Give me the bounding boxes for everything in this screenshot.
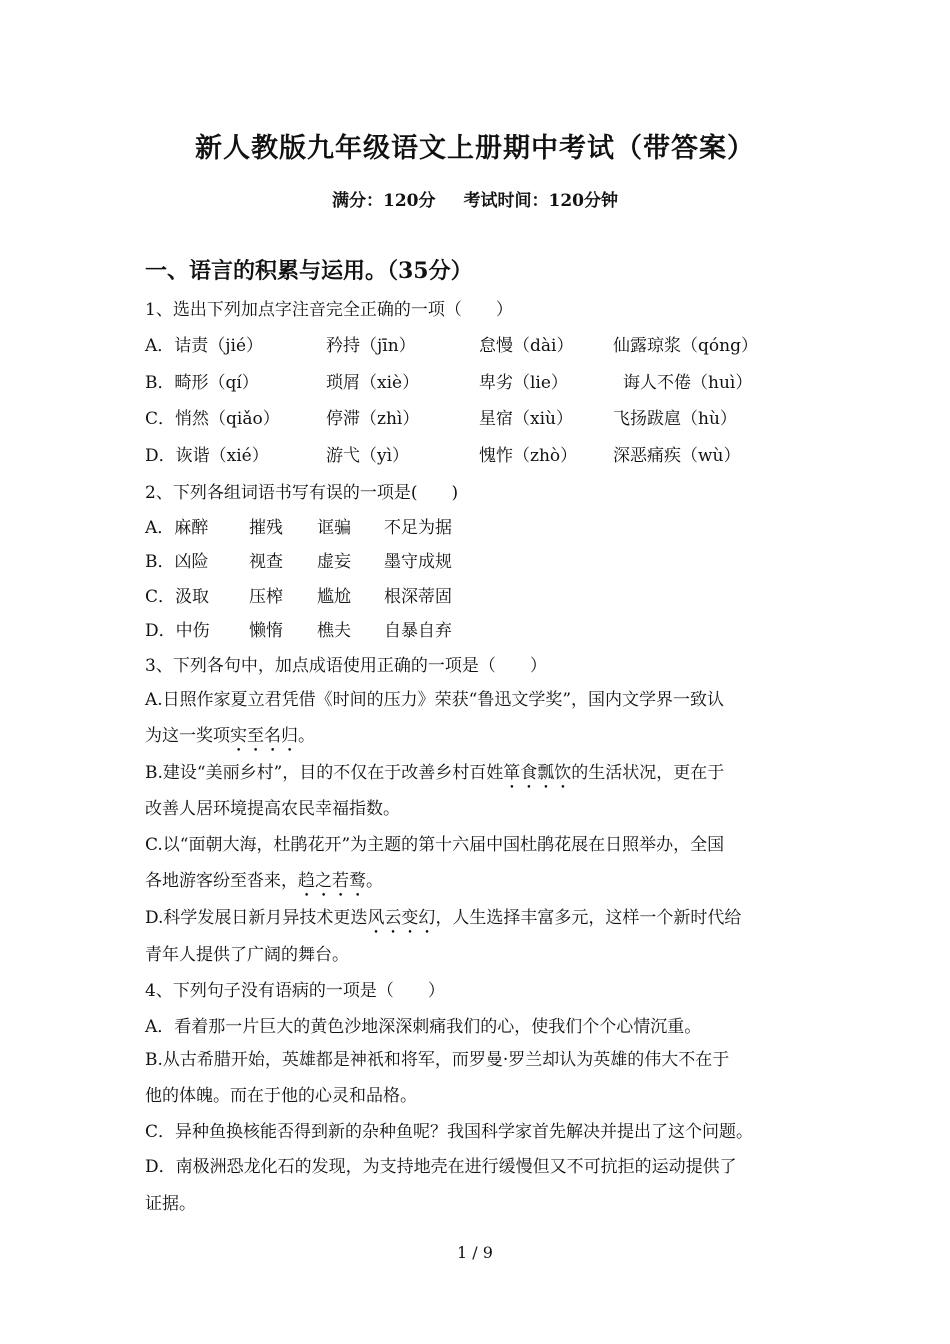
q3-option-a-line2 [145,721,315,756]
q3-stem: 3、下列各句中，加点成语使用正确的一项是（ ） [145,656,547,676]
q1-d-item-1: D．诙谐（xié） [145,446,269,466]
q4-option-b-line1: B.从古希腊开始，英雄都是神祇和将军，而罗曼·罗兰却认为英雄的伟大不在于 [145,1050,730,1070]
q2-a-word-3: 诓骗 [317,518,351,538]
q2-b-word-2: 视查 [249,552,283,572]
text-run: B.建设“美丽乡村”，目的不仅在于改善乡村百姓 [145,763,504,783]
q2-d-word-1: D．中伤 [145,621,210,641]
q2-stem: 2、下列各组词语书写有误的一项是( ) [145,483,459,503]
q3-option-a-line1: A.日照作家夏立君凭借《时间的压力》荣获“鲁迅文学奖”，国内文学界一致认 [145,690,725,710]
q3-option-c-line1: C.以“面朝大海，杜鹃花开”为主题的第十六届中国杜鹃花展在日照举办，全国 [145,835,725,855]
q4-option-a: A．看着那一片巨大的黄色沙地深深刺痛我们的心，使我们个个心情沉重。 [145,1017,702,1037]
q2-d-word-2: 懒惰 [249,621,283,641]
q1-c-item-3: 星宿（xiù） [479,409,573,429]
q2-a-word-1: A．麻醉 [145,518,209,538]
q4-option-b-line2: 他的体魄。而在于他的心灵和品格。 [145,1086,417,1106]
q3-option-b-line1 [145,758,724,793]
q1-d-item-2: 游弋（yì） [326,446,410,466]
q1-c-item-1: C．悄然（qiǎo） [145,409,280,429]
q1-d-item-3: 愧怍（zhò） [479,446,578,466]
q2-c-word-1: C．汲取 [145,587,210,607]
exam-subtitle [0,186,950,211]
q2-a-word-4: 不足为据 [384,518,452,538]
q4-stem: 4、下列句子没有语病的一项是（ ） [145,981,445,1001]
q1-a-item-1: A．诘责（jié） [145,336,264,356]
q1-b-item-4: 诲人不倦（huì） [623,373,753,393]
q1-b-item-1: B．畸形（qí） [145,373,259,393]
text-run: 的生活状况，更在于 [571,763,725,783]
exam-time: 考试时间：120分钟 [463,191,618,211]
q2-b-word-1: B．凶险 [145,552,209,572]
q2-d-word-4: 自暴自弃 [384,621,452,641]
text-run: 。 [366,871,383,891]
q4-option-c: C．异种鱼换核能否得到新的杂种鱼呢？我国科学家首先解决并提出了这个问题。 [145,1122,754,1142]
q3-option-d-line1 [145,903,741,938]
q1-b-item-2: 琐屑（xiè） [326,373,420,393]
q2-a-word-2: 摧残 [249,518,283,538]
q1-a-item-4: 仙露琼浆（qóng） [613,336,758,356]
dotted-idiom: 实至名归 [230,726,298,746]
q1-a-item-3: 怠慢（dài） [479,336,574,356]
q3-option-d-line2: 青年人提供了广阔的舞台。 [145,945,349,965]
text-run: 各地游客纷至沓来， [145,871,298,891]
q2-b-word-3: 虚妄 [317,552,351,572]
exam-title: 新人教版九年级语文上册期中考试（带答案） [195,133,755,164]
q1-a-item-2: 矜持（jīn） [326,336,416,356]
dotted-idiom: 风云变幻 [367,908,436,928]
q2-c-word-4: 根深蒂固 [384,587,452,607]
q2-b-word-4: 墨守成规 [384,552,452,572]
text-run: 为这一奖项 [145,726,230,746]
q1-c-item-4: 飞扬跋扈（hù） [613,409,737,429]
q4-option-d-line1: D．南极洲恐龙化石的发现，为支持地壳在进行缓慢但又不可抗拒的运动提供了 [145,1157,737,1177]
q3-option-c-line2 [145,866,383,901]
q3-option-b-line2: 改善人居环境提高农民幸福指数。 [145,799,400,819]
q4-option-d-line2: 证据。 [145,1194,196,1214]
q2-c-word-2: 压榨 [249,587,283,607]
dotted-idiom: 箪食瓢饮 [503,763,572,783]
text-run: 。 [298,726,315,746]
section-heading: 一、语言的积累与运用。（35分） [145,258,473,284]
text-run: ，人生选择丰富多元，这样一个新时代给 [435,908,742,928]
q2-d-word-3: 樵夫 [317,621,351,641]
full-score: 满分：120分 [332,191,436,211]
q1-b-item-3: 卑劣（lie） [479,373,568,393]
q1-c-item-2: 停滞（zhì） [326,409,420,429]
q1-d-item-4: 深恶痛疾（wù） [613,446,741,466]
dotted-idiom: 趋之若鹜 [298,871,366,891]
q2-c-word-3: 尴尬 [317,587,351,607]
page-number: 1 / 9 [457,1243,493,1262]
q1-stem: 1、选出下列加点字注音完全正确的一项（ ） [145,300,513,320]
text-run: D.科学发展日新月异技术更迭 [145,908,368,928]
